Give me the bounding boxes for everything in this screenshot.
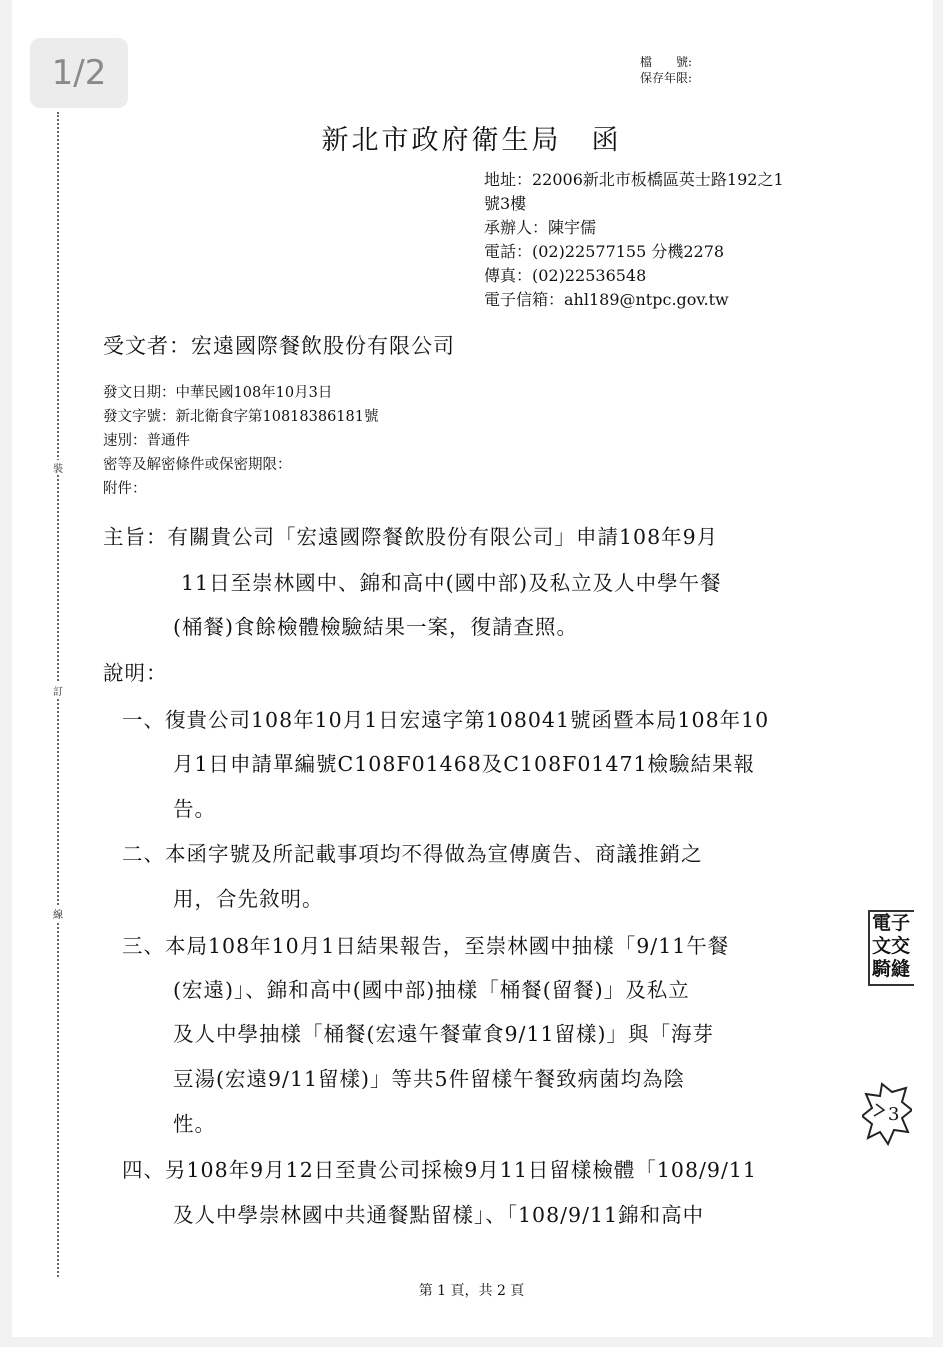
contact-email: 電子信箱：ahl189@ntpc.gov.tw bbox=[484, 290, 729, 309]
document-title: 新北市政府衛生局 函 bbox=[321, 125, 622, 156]
seal-flower-icon bbox=[862, 1080, 912, 1160]
viewer-frame-left bbox=[0, 0, 12, 1347]
attachments: 附件： bbox=[103, 481, 147, 497]
item-1-line: 一、復貴公司108年10月1日宏遠字第108041號函暨本局108年10 bbox=[122, 708, 770, 732]
dispatch-date: 發文日期：中華民國108年10月3日 bbox=[103, 385, 333, 401]
item-1-line: 月1日申請單編號C108F01468及C108F01471檢驗結果報 bbox=[173, 752, 756, 776]
item-3-line: 及人中學抽樣「桶餐(宏遠午餐葷食9/11留樣)」與「海芽 bbox=[173, 1022, 715, 1046]
page-footer: 第 1 頁，共 2 頁 bbox=[418, 1283, 525, 1299]
subject-line: 主旨：有關貴公司「宏遠國際餐飲股份有限公司」申請108年9月 bbox=[103, 525, 719, 549]
contact-officer: 承辦人：陳宇儒 bbox=[484, 218, 597, 237]
item-3-line: (宏遠)」、錦和高中(國中部)抽樣「桶餐(留餐)」及私立 bbox=[173, 978, 690, 1002]
contact-phone: 電話：(02)22577155 分機2278 bbox=[484, 242, 725, 261]
explanation-heading: 說明： bbox=[103, 661, 168, 685]
recipient: 受文者：宏遠國際餐飲股份有限公司 bbox=[103, 334, 455, 358]
urgency: 速別：普通件 bbox=[103, 433, 190, 449]
confidentiality: 密等及解密條件或保密期限： bbox=[103, 457, 292, 473]
dispatch-meta bbox=[103, 381, 378, 501]
contact-address-cont: 號3樓 bbox=[484, 194, 527, 213]
item-4-line: 四、另108年9月12日至貴公司採檢9月11日留樣檢體「108/9/11 bbox=[122, 1158, 757, 1182]
contact-address: 地址：22006新北市板橋區英士路192之1 bbox=[484, 170, 784, 189]
contact-fax: 傳真：(02)22536548 bbox=[484, 266, 647, 285]
item-2-line: 用，合先敘明。 bbox=[173, 887, 324, 911]
item-3-line: 性。 bbox=[173, 1112, 216, 1136]
item-3-line: 三、本局108年10月1日結果報告，至崇林國中抽樣「9/11午餐 bbox=[122, 934, 730, 958]
archive-meta bbox=[640, 54, 692, 86]
contact-block bbox=[484, 168, 834, 312]
subject-line: 11日至崇林國中、錦和高中(國中部)及私立及人中學午餐 bbox=[181, 571, 722, 595]
file-number-label: 檔 號: bbox=[640, 55, 693, 69]
item-1-line: 告。 bbox=[173, 797, 216, 821]
item-2-line: 二、本函字號及所記載事項均不得做為宣傳廣告、商議推銷之 bbox=[122, 842, 703, 866]
seal-number: 3 bbox=[888, 1104, 900, 1125]
viewer-frame-bottom bbox=[0, 1337, 943, 1347]
binding-mark-ding: 訂 bbox=[52, 683, 64, 698]
electronic-seal-stamp: 電子 文交 騎縫 bbox=[868, 910, 914, 986]
dispatch-number: 發文字號：新北衛食字第10818386181號 bbox=[103, 409, 379, 425]
item-4-line: 及人中學崇林國中共通餐點留樣」、「108/9/11錦和高中 bbox=[173, 1203, 705, 1227]
binding-mark-zhuang: 裝 bbox=[52, 460, 64, 475]
retention-period-label: 保存年限: bbox=[640, 71, 693, 85]
binding-mark-xian: 線 bbox=[52, 906, 64, 921]
subject-line: (桶餐)食餘檢體檢驗結果一案，復請查照。 bbox=[173, 615, 578, 639]
viewer-frame-right bbox=[933, 0, 943, 1347]
item-3-line: 豆湯(宏遠9/11留樣)」等共5件留樣午餐致病菌均為陰 bbox=[173, 1067, 686, 1091]
page-indicator-badge[interactable]: 1/2 bbox=[30, 38, 128, 108]
